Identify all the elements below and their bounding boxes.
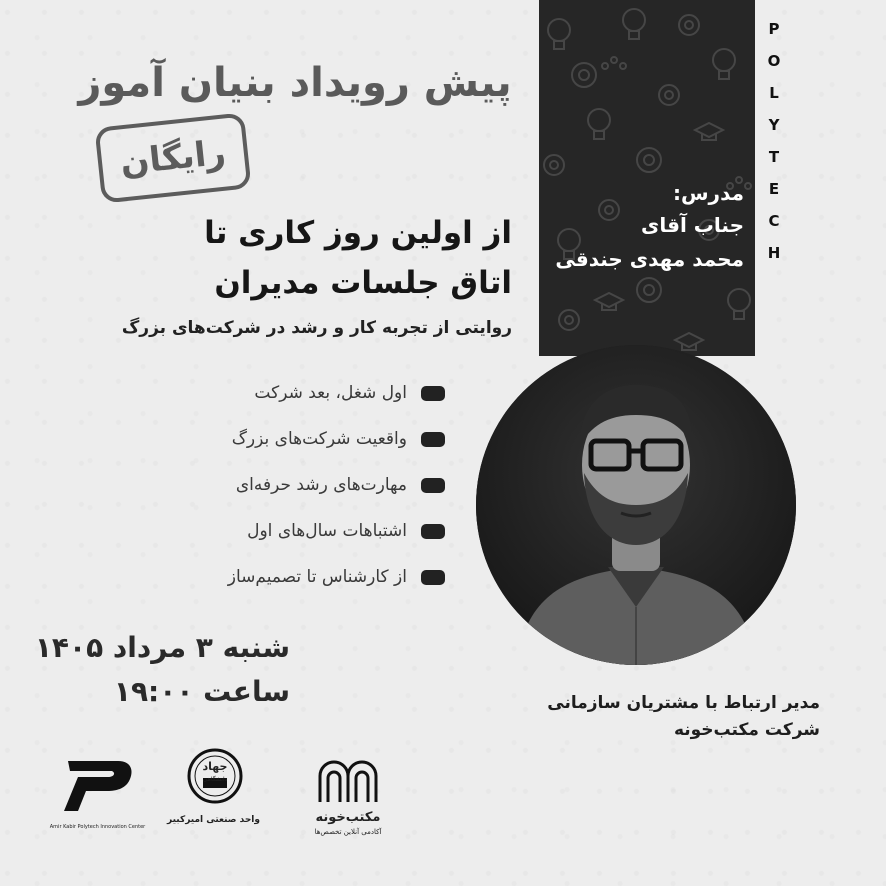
instructor-role: مدرس: <box>672 181 744 205</box>
topic-item <box>160 554 445 600</box>
topic-text: مهارت‌های رشد حرفه‌ای <box>235 475 407 495</box>
instructor-photo <box>476 345 796 665</box>
event-title: پیش رویداد بنیان آموز <box>78 60 512 106</box>
brand-letter: C <box>768 212 780 230</box>
brand-letter: Y <box>768 116 780 134</box>
instructor-name: محمد مهدی جندقی <box>555 247 744 271</box>
free-badge <box>94 112 251 203</box>
jahad-caption: واحد صنعتی امیرکبیر <box>167 815 260 825</box>
polytech-logo-mark <box>58 755 138 815</box>
vertical-brand-polytech <box>764 20 784 262</box>
topic-text: واقعیت شرکت‌های بزرگ <box>231 429 407 449</box>
portrait-illustration <box>476 345 796 665</box>
brand-letter: O <box>767 52 781 70</box>
topic-text: اشتباهات سال‌های اول <box>247 521 407 541</box>
schedule <box>34 626 290 714</box>
instructor-block <box>548 178 744 276</box>
topic-text: از کارشناس تا تصمیم‌ساز <box>227 567 407 587</box>
maktabkhooneh-logo <box>316 756 380 804</box>
instructor-position <box>548 690 820 744</box>
topic-text: اول شغل، بعد شرکت <box>254 383 407 403</box>
instructor-honorific: جناب آقای <box>641 213 744 237</box>
polytech-logo-caption: Amir Kabir Polytech Innovation Center <box>49 824 146 830</box>
event-time: ساعت ۱۹:۰۰ <box>113 675 290 708</box>
bullet-icon <box>421 570 445 585</box>
position-title: مدیر ارتباط با مشتریان سازمانی <box>547 693 820 713</box>
topic-item <box>160 508 445 554</box>
brand-letter: T <box>768 148 780 166</box>
headline <box>140 208 512 308</box>
bullet-icon <box>421 432 445 447</box>
brand-letter: E <box>768 180 780 198</box>
maktabkhooneh-caption: آکادمی آنلاین تخصص‌ها <box>314 828 382 836</box>
event-date: شنبه ۳ مرداد ۱۴۰۵ <box>34 631 290 664</box>
jahad-title: جهاد <box>202 760 228 773</box>
headline-subtitle: روایتی از تجربه کار و رشد در شرکت‌های بزرگ <box>121 318 512 338</box>
headline-line-1: از اولین روز کاری تا <box>204 215 512 251</box>
bullet-icon <box>421 478 445 493</box>
topic-item <box>160 416 445 462</box>
bullet-icon <box>421 386 445 401</box>
brand-letter: P <box>768 20 780 38</box>
brand-letter: L <box>769 84 779 102</box>
bullet-icon <box>421 524 445 539</box>
polytech-logo <box>58 755 138 815</box>
topics-list <box>160 370 445 600</box>
topic-item <box>160 462 445 508</box>
maktabkhooneh-name: مکتب‌خونه <box>315 810 381 825</box>
maktabkhooneh-mark <box>316 756 380 804</box>
free-badge-label: رایگان <box>118 132 228 184</box>
topic-item <box>160 370 445 416</box>
jahad-subtitle: دانشگاهی <box>202 776 228 783</box>
headline-line-2: اتاق جلسات مدیران <box>214 265 512 301</box>
brand-letter: H <box>767 244 781 262</box>
position-company: شرکت مکتب‌خونه <box>673 720 820 740</box>
